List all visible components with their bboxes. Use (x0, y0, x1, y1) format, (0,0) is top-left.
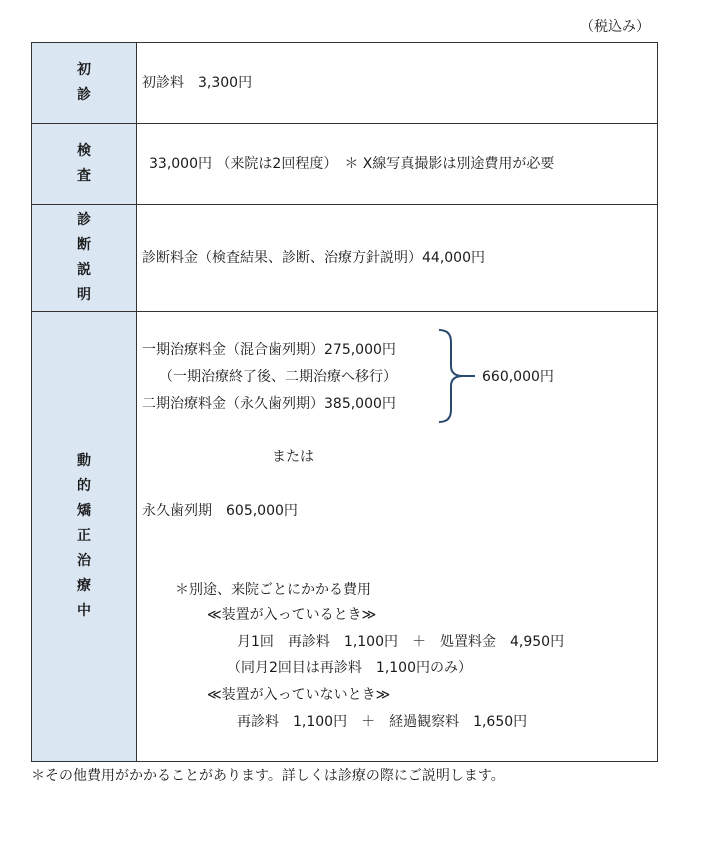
row-header-diagnosis: 診 断 説 明 (32, 205, 137, 312)
right-curly-brace-icon (437, 328, 477, 424)
tax-included-note: （税込み） (580, 19, 650, 35)
table-row-examination (32, 124, 658, 205)
or-label: または (272, 449, 314, 465)
combined-treatment-total: 660,000円 (482, 369, 554, 385)
table-row-initial-consultation (32, 43, 658, 124)
examination-fee-cell (137, 124, 658, 205)
with-device-second-visit-note: （同月2回目は再診料 1,100円のみ） (227, 660, 472, 676)
row-header-active-treatment: 動 的 矯 正 治 療 中 (32, 312, 137, 762)
footer-note: ＊その他費用がかかることがあります。詳しくは診療の際にご説明します。 (31, 768, 505, 784)
diagnosis-fee-cell (137, 205, 658, 312)
permanent-dentition-fee: 永久歯列期 605,000円 (142, 503, 298, 519)
phase-transition-note: （一期治療終了後、二期治療へ移行） (159, 369, 397, 385)
fee-table (31, 42, 658, 762)
initial-consultation-fee: 初診料 3,300円 (142, 75, 253, 91)
phase2-fee: 二期治療料金（永久歯列期）385,000円 (142, 396, 396, 412)
with-device-heading: ≪装置が入っているとき≫ (207, 607, 377, 623)
per-visit-extra-title: ＊別途、来院ごとにかかる費用 (175, 582, 371, 598)
without-device-fee: 再診料 1,100円 ＋ 経過観察料 1,650円 (237, 714, 528, 730)
active-treatment-fee-cell (137, 312, 658, 762)
table-row-active-treatment (32, 312, 658, 762)
phase1-fee: 一期治療料金（混合歯列期）275,000円 (142, 342, 396, 358)
table-row-diagnosis (32, 205, 658, 312)
without-device-heading: ≪装置が入っていないとき≫ (207, 687, 391, 703)
with-device-fee: 月1回 再診料 1,100円 ＋ 処置料金 4,950円 (237, 634, 565, 650)
row-header-initial-consultation: 初 診 (32, 43, 137, 124)
row-header-examination: 検 査 (32, 124, 137, 205)
initial-consultation-fee-cell (137, 43, 658, 124)
diagnosis-fee: 診断料金（検査結果、診断、治療方針説明）44,000円 (142, 250, 485, 266)
examination-fee: 33,000円 （来院は2回程度） ＊ X線写真撮影は別途費用が必要 (149, 156, 555, 172)
